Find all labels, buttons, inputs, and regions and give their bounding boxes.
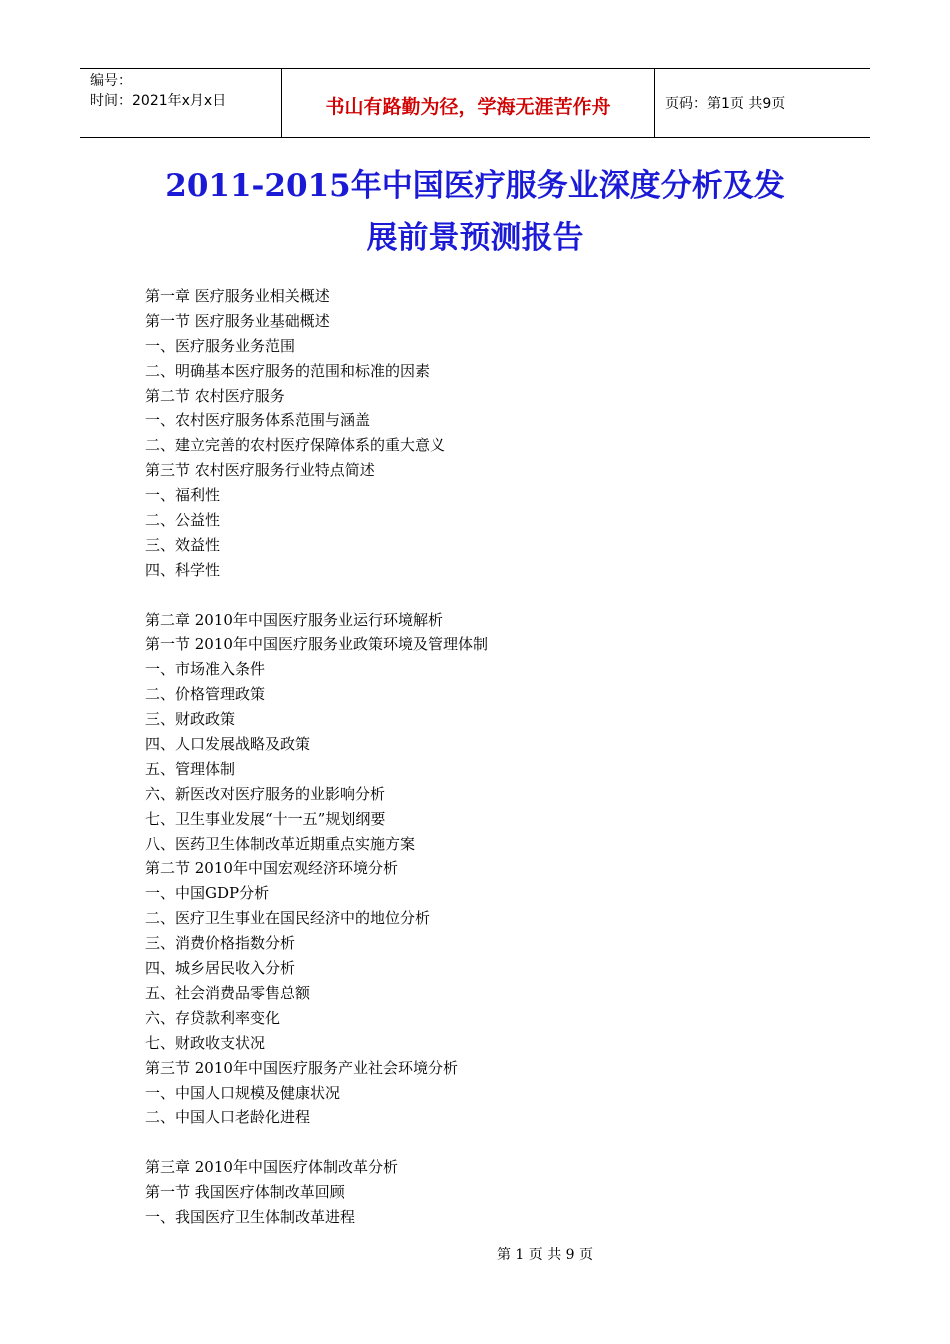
toc-item: 五、社会消费品零售总额	[145, 983, 311, 1002]
toc-item: 二、价格管理政策	[145, 685, 266, 704]
toc-item: 第一节 医疗服务业基础概述	[145, 311, 330, 330]
document-time-label: 时间：2021年x月x日	[90, 93, 227, 109]
toc-item: 第二章 2010年中国医疗服务业运行环境解析	[145, 610, 443, 629]
toc-item: 八、医药卫生体制改革近期重点实施方案	[145, 834, 416, 853]
toc-item: 四、科学性	[145, 560, 221, 579]
toc-spacer	[145, 1130, 845, 1155]
toc-item: 七、财政收支状况	[145, 1033, 266, 1052]
toc-item: 第三节 2010年中国医疗服务产业社会环境分析	[145, 1058, 458, 1077]
toc-item: 六、存贷款利率变化	[145, 1008, 281, 1027]
toc-item: 第二节 农村医疗服务	[145, 386, 285, 405]
toc-item: 第三节 农村医疗服务行业特点简述	[145, 461, 375, 480]
toc-item: 第二节 2010年中国宏观经济环境分析	[145, 859, 398, 878]
toc-item: 一、福利性	[145, 486, 221, 505]
toc-item: 一、市场准入条件	[145, 660, 266, 679]
toc-item: 七、卫生事业发展“十一五”规划纲要	[145, 809, 386, 828]
toc-item: 二、中国人口老龄化进程	[145, 1108, 311, 1127]
document-title-line-2: 展前景预测报告	[366, 220, 584, 256]
toc-item: 第三章 2010年中国医疗体制改革分析	[145, 1158, 398, 1177]
header-motto-cell	[282, 69, 655, 137]
toc-item: 六、新医改对医疗服务的业影响分析	[145, 784, 386, 803]
toc-item: 四、城乡居民收入分析	[145, 959, 296, 978]
toc-item: 二、医疗卫生事业在国民经济中的地位分析	[145, 909, 431, 928]
toc-spacer	[145, 583, 845, 608]
toc-item: 一、中国人口规模及健康状况	[145, 1083, 341, 1102]
header-motto: 书山有路勤为径，学海无涯苦作舟	[325, 95, 611, 118]
toc-item: 第一章 医疗服务业相关概述	[145, 287, 330, 305]
toc-item: 第一节 2010年中国医疗服务业政策环境及管理体制	[145, 635, 488, 654]
document-number-label: 编号：	[90, 73, 132, 89]
toc-item: 一、农村医疗服务体系范围与涵盖	[145, 411, 371, 430]
toc-item: 二、公益性	[145, 511, 221, 530]
document-title-line-1: 2011-2015年中国医疗服务业深度分析及发	[165, 168, 785, 204]
toc-item: 五、管理体制	[145, 759, 236, 778]
toc-item: 二、明确基本医疗服务的范围和标准的因素	[145, 361, 431, 380]
header-page-info: 页码：第1页 共9页	[665, 96, 786, 112]
header-page-cell	[655, 69, 870, 137]
table-of-contents	[145, 284, 845, 1230]
toc-item: 三、效益性	[145, 535, 221, 554]
toc-item: 一、医疗服务业务范围	[145, 336, 296, 355]
page-footer	[0, 1244, 950, 1264]
header-meta-cell	[80, 69, 282, 137]
toc-item: 一、中国GDP分析	[145, 884, 270, 903]
toc-item: 第一节 我国医疗体制改革回顾	[145, 1183, 345, 1202]
toc-item: 一、我国医疗卫生体制改革进程	[145, 1207, 356, 1226]
footer-page-number: 第 1 页 共 9 页	[496, 1247, 594, 1263]
toc-item: 二、建立完善的农村医疗保障体系的重大意义	[145, 436, 446, 455]
document-title	[80, 160, 870, 264]
toc-item: 四、人口发展战略及政策	[145, 735, 311, 754]
toc-item: 三、财政政策	[145, 710, 236, 729]
toc-item: 三、消费价格指数分析	[145, 934, 296, 953]
header-table	[80, 68, 870, 138]
